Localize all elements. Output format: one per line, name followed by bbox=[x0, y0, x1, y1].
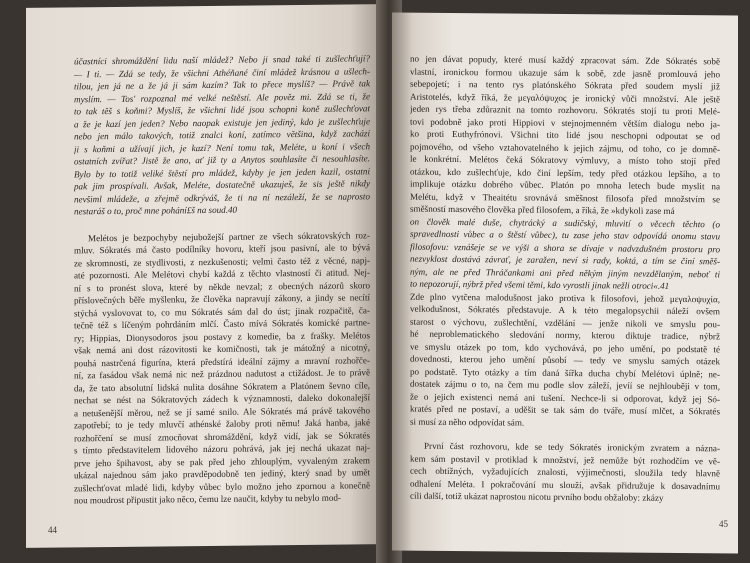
text-line: até pozornosti. Ale Melétovi chybí každá z těchto vlastností či atitud. Nej- bbox=[74, 267, 370, 281]
text-line: však nemá ani dost rázovitosti ke komičnosti, tak je mátožný a nicotný, bbox=[74, 342, 370, 356]
left-italic-quote bbox=[74, 52, 370, 218]
text-line: dostatek zájmu o to, na čem mu podle slov záleží, jevíí se nejhlouběji v tom, bbox=[410, 378, 720, 392]
text-line: nechat se nést na Sókratových zádech k významnosti, daleko dokonalejší bbox=[74, 392, 370, 406]
text-line: ným, ale ne před Thráčankami ani před někým jiným nevzdělaným, neboť ti bbox=[410, 266, 720, 279]
text-line: po podstatě. Tyto otázky a tím daná šířka ducha chybí Melétovi úplně; ne- bbox=[410, 366, 720, 379]
text-line: s tímto představitelem lidového názoru pohrává, jak jej nechá ukazat naj- bbox=[74, 442, 370, 456]
text-line: nevšiml mládeže, a zřejmě odkrýváš, že ti na ní nezáleží, že se naprosto bbox=[74, 190, 370, 204]
text-line: cíli další, totiž ukázat naprostou nicotu prvního bodu obžaloby: zkázy bbox=[410, 490, 664, 503]
text-line: myslím. — Tos' rozpoznal mé velké neštěstí. Ale pověz mi. Zdá se ti, že bbox=[74, 90, 370, 104]
text-line: rozhořčení se musí zmocňovat shromáždění, když vidí, jak se Sókratés bbox=[74, 429, 370, 443]
text-line: ry; Hippias, Dionysodoros jsou postavy z komedie, ba z frašky. Melétos bbox=[74, 329, 370, 343]
text-line: odhalení Meléta. I pokračování mu slouží, avšak přidružuje k dosavadnímu bbox=[410, 478, 720, 491]
text-line: účastníci shromáždění lidu naší mládež? Nebo ji snad také ti zušlechťují? bbox=[74, 53, 370, 67]
text-line: zapotřebí; to je tedy mluvčí athénské žaloby proti němu! Jaká hanba, jaké bbox=[74, 417, 370, 431]
text-line: ji s koňmi a užívají jich, je kazí? Není tomu tak, Meléte, u koní i všech bbox=[74, 140, 370, 154]
text-line: ostatních zvířat? Jistě že ano, ať již ty a Anytos souhlasíte či nesouhlasíte. bbox=[74, 153, 370, 167]
text-line: První část rozhovoru, kde se tedy Sókratés ironickým zvratem a názna- bbox=[424, 440, 720, 454]
right-page-number: 45 bbox=[719, 519, 728, 529]
left-page bbox=[26, 4, 386, 548]
text-line: zušlechťovat mladé lidi, kdyby vůbec bylo možno jeho zpornou a konečně bbox=[74, 479, 370, 493]
text-line: hé neproblematického sledování normy, kterou diktuje tradice, nýbrž bbox=[410, 328, 720, 342]
text-line: vlastní, ironickou formou ukazuje sám k sobě, zde jasně promlouvá jeho bbox=[410, 66, 720, 79]
text-line: jeden rys třeba zdůraznit na tomto rozhovoru. Sókratés stojí tu proti Melé- bbox=[410, 103, 720, 117]
text-line: nebo jen málo takových, totiž znalci koní, zatímco většina, když zachází bbox=[74, 128, 370, 142]
text-line: stýchá vyslovovat to, co mu Sókratés sám dal do úst; jinak rozpačitě, ča- bbox=[74, 304, 370, 318]
text-line: — I ti. — Zdá se tedy, že všichni Athéňané činí mládež krásnou a ušlech- bbox=[74, 65, 370, 79]
text-line: kratés před ne postaví, a uděšit se tak sám do tváře, musí mlčet, a Sókratés bbox=[410, 403, 720, 417]
text-line: Melétu, když v Theaitétu srovnává směšnost filosofa před množstvím se bbox=[410, 191, 720, 204]
text-line: no jen dávat popudy, které musí každý zpracovat sám. Zde Sókratés sobě bbox=[410, 53, 720, 67]
text-line: pojmového, od všeho vztahovatelného k jejich zájmu, od toho, co je domně- bbox=[410, 141, 720, 154]
text-line: sebepojetí; i na tento rys platónského Sókrata před soudem myslí již bbox=[410, 78, 720, 92]
text-line: filosofovu: vznášeje se ve výši a shora se dívaje v nadvzdušném prostoru pro bbox=[410, 241, 720, 254]
text-line: Bylo by to totiž veliké štěstí pro mládež, kdyby je jen jeden kazil, ostatní bbox=[74, 165, 370, 179]
text-line: Melétos je bezpochyby nejubožejší partner ze všech sókratovských roz- bbox=[88, 229, 370, 243]
text-line: pak jim prospívali. Avšak, Meléte, dostatečně ukazuješ, že sis ještě nikdy bbox=[74, 178, 370, 192]
right-paragraph-2 bbox=[410, 290, 720, 430]
right-italic-quote bbox=[410, 215, 720, 293]
text-line: spravedlnosti vůbec a o štěstí vůbec), tu zase jeho stav odpovídá onomu stavu bbox=[410, 228, 720, 242]
text-line: Aristotelés, když říká, že μεγαλόψυχος je ironický vůči množství. Ale ještě bbox=[410, 91, 720, 104]
text-line: ní s to pronést slova, které by někde nevzal; z obecných názorů skoro bbox=[74, 279, 370, 293]
text-line: otázkou, kdo zušlechťuje, kdo činí lepším, tedy před otázkou lepšího, a to bbox=[410, 166, 720, 179]
left-body-paragraph bbox=[74, 229, 370, 507]
text-line: tečně též s líčeným pohrdáním mlčí. Často mívá Sókratés komické partne- bbox=[74, 317, 370, 331]
text-line: le konkrétní. Melétos čeká Sókratovy výmluvy, a místo toho stojí před bbox=[410, 153, 720, 167]
text-line: velkodušnost, Sókratés představuje. A k této megalopsychii náleží ovšem bbox=[410, 303, 720, 317]
text-line: starost o výchovu, zušlechtění, vzdělání — jenže nikoli ve smyslu pou- bbox=[410, 316, 720, 329]
right-paragraph-3 bbox=[410, 440, 720, 505]
text-line: a netušenější měrou, než se jí samé snilo. Ale Sókratés má právě takového bbox=[74, 404, 370, 418]
text-line: že o jejich existenci nemá ani tušení. Nechce-li si odporovat, když jej Só- bbox=[410, 391, 720, 404]
text-line: on člověk malé duše, chytrácký a sudičský, mluvití o věcech těchto (o bbox=[410, 216, 720, 229]
text-line: tilou, jen já ne a že já ji sám kazím? Tak to přece myslíš? — Právě tak bbox=[74, 78, 370, 92]
text-line: dovednosti, kterou jeho umění působí — tedy ve smyslu samých otázek bbox=[410, 353, 720, 367]
text-line: tovi podobně jako proti Hippiovi v stejnojmenném větším dialogu nebo ja- bbox=[410, 116, 720, 129]
text-line: ní, za fasádou však nemá nic než prázdnou nadutost a ctižádost. Je to právě bbox=[74, 367, 370, 381]
text-line: ve smyslu otázek po tom, kdo vychovává, po jeho umění, po podstatě té bbox=[410, 341, 720, 354]
text-line: nezvyklost dostává závrať, je zaražen, neví si rady, koktá, a tím se činí směš- bbox=[410, 253, 720, 267]
right-page bbox=[392, 12, 738, 553]
text-line: mluv. Sókratés má často podílníky hovoru, kteří jsou pasivní, ale to bývá bbox=[74, 242, 370, 256]
text-line: da, že tato absolutní lidská nulita dosáhne Sókratem a Platónem ševno cíle, bbox=[74, 379, 370, 393]
text-line: kem sám postavil v protiklad k množství, jež nemůže být rozhodčím ve vě- bbox=[410, 453, 720, 466]
text-line: ze skromnosti, ze stydlivosti, z nezkušenosti; velmi často též z věcné, napj- bbox=[74, 254, 370, 268]
text-line: implikuje otázku dobrého vůbec. Platón po mnoha letech bude myslit na bbox=[410, 178, 720, 192]
text-line: to tak těš s koňmi? Myslíš, že všichni lidé jsou schopni koně zušlechťovat bbox=[74, 103, 370, 117]
text-line: nestaráš o to, proč mne pohání£š na soud.40 bbox=[74, 204, 238, 217]
text-line: ko proti Euthyfrónovi. Všichni tito lidé jsou neschopni odpoutat se od bbox=[410, 128, 720, 142]
text-line: směšností masového člověka před filosofem, a říká, že »kdykoli zase má bbox=[410, 203, 675, 216]
text-line: pouhá nastrčená figurína, která předstírá ideální zájmy a mravní rozhořče- bbox=[74, 354, 370, 368]
text-line: příslovečných běře myšlenku, že člověka napravují zákony, a jindy se necítí bbox=[74, 292, 370, 306]
text-line: to nepozorují, nýbrž před všemi těmi, kdo vyrostli jinak nežli otroci«.41 bbox=[410, 278, 670, 291]
text-line: ukázal najednou sám jako pravděpodobně ten jediný, který snad by umět bbox=[74, 467, 370, 481]
right-paragraph-1 bbox=[410, 53, 720, 218]
text-line: si musí za něho odpovídat sám. bbox=[410, 416, 525, 428]
text-line: nou moudrost připustit jako něco, čemu lze naučit, kdyby tu nebylo mod- bbox=[74, 492, 341, 506]
text-line: cech obtížných, vyžadujících znalosti, výjimečnosti, sloužila tedy hlavně bbox=[410, 465, 720, 479]
left-page-number: 44 bbox=[48, 525, 57, 535]
text-line: prve jeho špihavost, aby se pak před jeho zhlouplým, vyvaleným zrakem bbox=[74, 454, 370, 468]
text-line: Zde plno vytčena malodušnost jako protiva k filosofovi, jehož μεγαλοψυχία, bbox=[410, 291, 720, 304]
text-line: a že je kazí jen jeden? Nebo naopak existuje jen jediný, kdo je zušlechťuje bbox=[74, 115, 370, 129]
